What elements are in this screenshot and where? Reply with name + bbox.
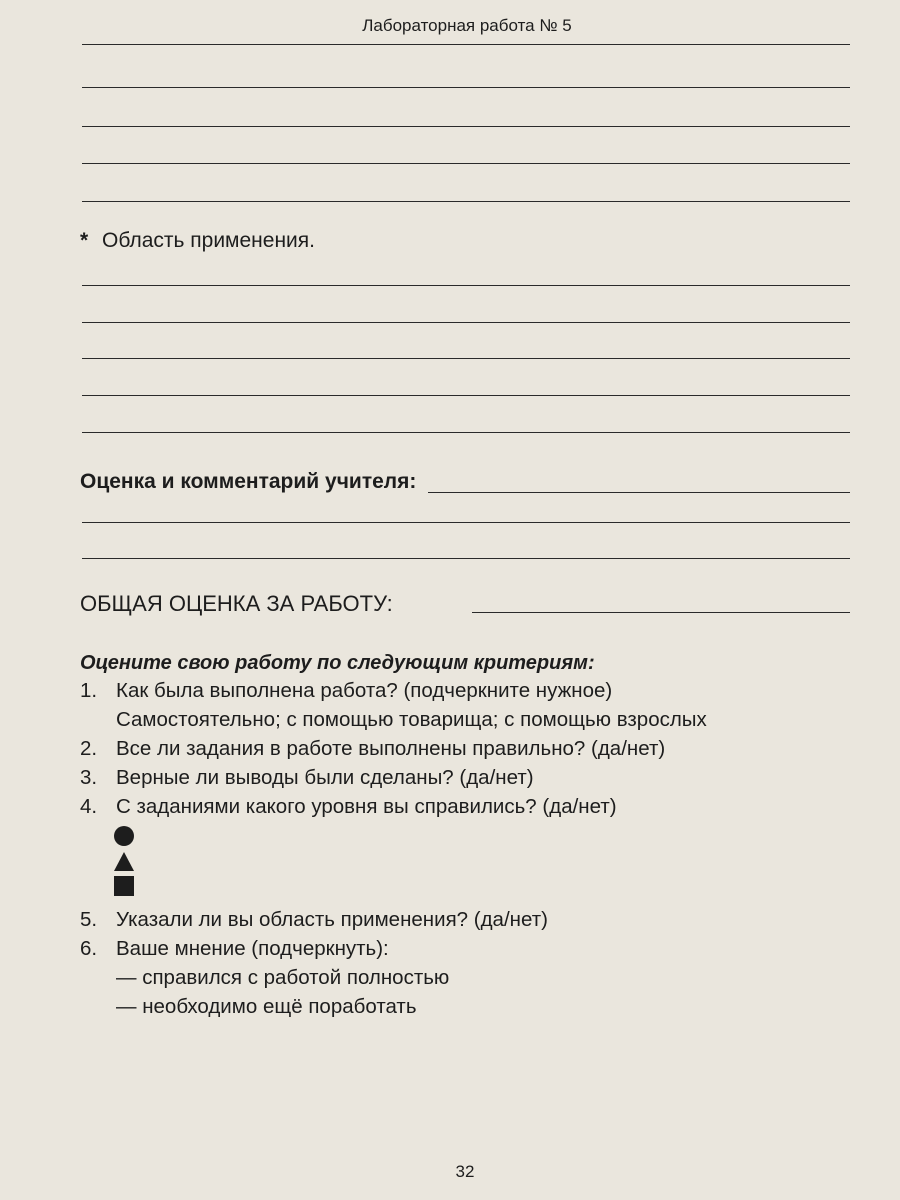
item-text: С заданиями какого уровня вы справились? (да/нет) xyxy=(116,795,617,818)
answer-line[interactable] xyxy=(82,126,850,127)
answer-line[interactable] xyxy=(82,322,850,323)
criteria-item-2 xyxy=(80,737,665,761)
item-number: 4. xyxy=(80,795,98,818)
item-number: 6. xyxy=(80,937,98,960)
answer-line[interactable] xyxy=(82,358,850,359)
criteria-item-5 xyxy=(80,908,548,932)
item-number: 3. xyxy=(80,766,98,789)
teacher-comment-line[interactable] xyxy=(82,522,850,523)
item-number: 2. xyxy=(80,737,98,760)
total-grade-label: ОБЩАЯ ОЦЕНКА ЗА РАБОТУ: xyxy=(80,591,393,616)
item-text: Как была выполнена работа? (подчеркните нужное) xyxy=(116,679,613,702)
answer-line[interactable] xyxy=(82,395,850,396)
circle-icon xyxy=(114,826,134,846)
answer-line[interactable] xyxy=(82,87,850,88)
criteria-title: Оцените свою работу по следующим критериям: xyxy=(80,652,595,674)
answer-line[interactable] xyxy=(82,163,850,164)
teacher-comment-line[interactable] xyxy=(428,492,850,493)
teacher-comment-label: Оценка и комментарий учителя: xyxy=(80,470,417,493)
application-area-heading xyxy=(80,229,315,253)
item-text: Верные ли выводы были сделаны? (да/нет) xyxy=(116,766,534,789)
answer-line[interactable] xyxy=(82,432,850,433)
item-number: 1. xyxy=(80,679,98,702)
opinion-option-more-work[interactable]: — необходимо ещё поработать xyxy=(116,995,417,1018)
teacher-comment-line[interactable] xyxy=(82,558,850,559)
item-text: Указали ли вы область применения? (да/нет) xyxy=(116,908,548,931)
item-text: Ваше мнение (подчеркнуть): xyxy=(116,937,389,960)
asterisk-marker: * xyxy=(80,229,89,252)
criteria-item-1 xyxy=(80,679,612,703)
opinion-option-complete[interactable]: — справился с работой полностью xyxy=(116,966,450,989)
answer-line[interactable] xyxy=(82,285,850,286)
page-header: Лабораторная работа № 5 xyxy=(362,16,572,35)
total-grade-line[interactable] xyxy=(472,612,850,613)
criteria-item-6 xyxy=(80,937,389,961)
item-number: 5. xyxy=(80,908,98,931)
criteria-item-1-options[interactable]: Самостоятельно; с помощью товарища; с помощью взрослых xyxy=(116,708,707,731)
triangle-icon xyxy=(114,852,134,871)
criteria-item-4 xyxy=(80,795,617,819)
page-number: 32 xyxy=(455,1162,475,1181)
criteria-item-3 xyxy=(80,766,534,790)
answer-line[interactable] xyxy=(82,201,850,202)
square-icon xyxy=(114,876,134,896)
application-area-label: Область применения. xyxy=(102,229,315,252)
item-text: Все ли задания в работе выполнены правильно? (да/нет) xyxy=(116,737,666,760)
answer-line[interactable] xyxy=(82,44,850,45)
